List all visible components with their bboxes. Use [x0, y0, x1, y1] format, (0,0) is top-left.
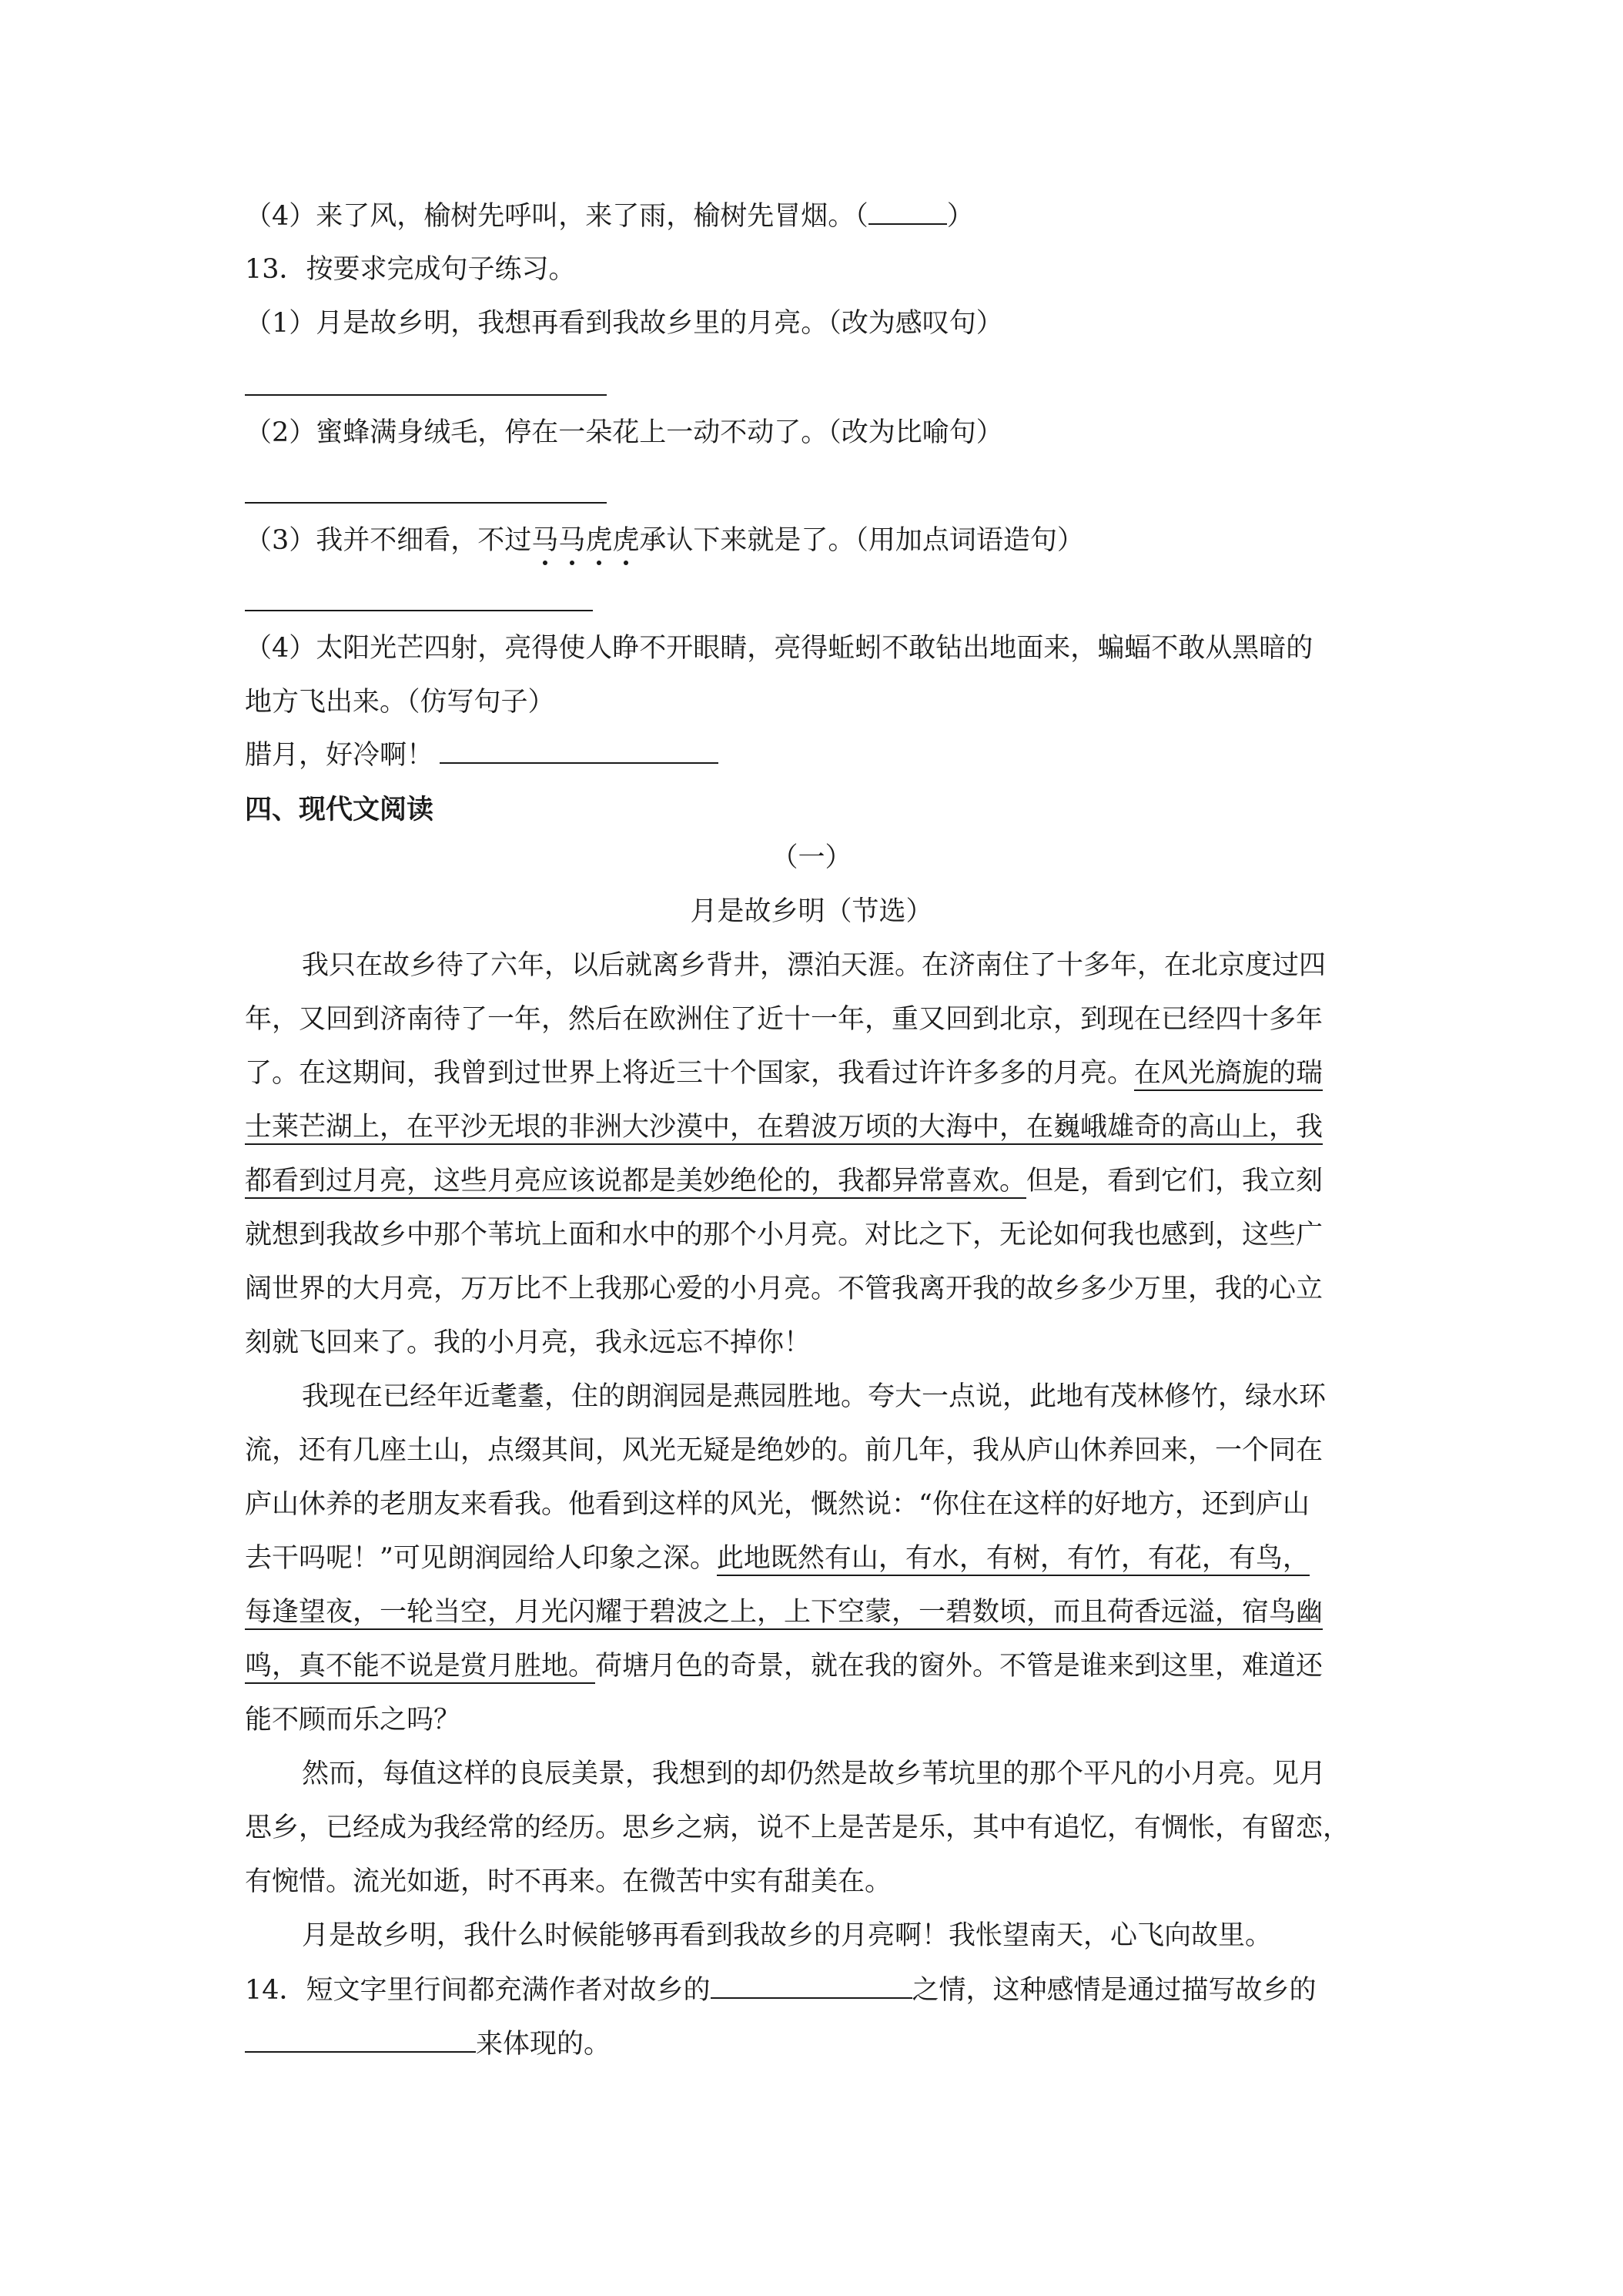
q13-item-4-line-1: （4）太阳光芒四射，亮得使人睁不开眼睛，亮得蚯蚓不敢钻出地面来，蝙蝠不敢从黑暗的: [245, 633, 1313, 664]
q13-item-1: （1）月是故乡明，我想再看到我故乡里的月亮。（改为感叹句）: [245, 308, 1003, 339]
article-line: 年，又回到济南待了一年，然后在欧洲住了近十一年，重又回到北京，到现在已经四十多年: [245, 1004, 1323, 1035]
q13-item-2-answer-line[interactable]: [245, 502, 607, 504]
article-text: 去干吗呢！”可见朗润园给人印象之深。: [245, 1543, 717, 1574]
dotted-char: 马: [531, 525, 559, 556]
underlined-text: 在风光旖旎的瑞: [1134, 1058, 1323, 1091]
article-line: 思乡，已经成为我经常的经历。思乡之病，说不上是苦是乐，其中有追忆，有惆怅，有留恋，: [245, 1812, 1350, 1843]
q14-blank-1[interactable]: [711, 1974, 912, 1999]
q12-item-4-text: （4）来了风，榆树先呼叫，来了雨，榆树先冒烟。（: [245, 201, 868, 232]
article-line: 刻就飞回来了。我的小月亮，我永远忘不掉你！: [245, 1327, 812, 1358]
q14-text-middle: 之情，这种感情是通过描写故乡的: [912, 1975, 1317, 2006]
underlined-text: 都看到过月亮，这些月亮应该说都是美妙绝伦的，我都异常喜欢。: [245, 1166, 1026, 1199]
article-line: 月是故乡明，我什么时候能够再看到我故乡的月亮啊！我怅望南天，心飞向故里。: [302, 1920, 1273, 1951]
q14-blank-2[interactable]: [245, 2028, 476, 2053]
q14-line-2: [245, 2028, 611, 2060]
q13-title: 13．按要求完成句子练习。: [245, 254, 576, 285]
article-line: 庐山休养的老朋友来看我。他看到这样的风光，慨然说：“你住在这样的好地方，还到庐山: [245, 1489, 1310, 1520]
article-line: [245, 1651, 1323, 1682]
q13-item-4-line-2: 地方飞出来。（仿写句子）: [245, 687, 555, 718]
article-line: [245, 1543, 1310, 1574]
article-line: [245, 1166, 1323, 1197]
article-text: 了。在这期间，我曾到过世界上将近三十个国家，我看过许许多多的月亮。: [245, 1058, 1135, 1089]
dotted-char: 虎: [585, 525, 613, 556]
article-line: 能不顾而乐之吗？: [245, 1705, 461, 1735]
article-line: 就想到我故乡中那个苇坑上面和水中的那个小月亮。对比之下，无论如何我也感到，这些广: [245, 1220, 1323, 1250]
q12-item-4-blank[interactable]: [868, 200, 947, 225]
section-heading: 四、现代文阅读: [245, 795, 434, 825]
dotted-char: 虎: [612, 525, 640, 556]
q13-item-2: （2）蜜蜂满身绒毛，停在一朵花上一动不动了。（改为比喻句）: [245, 417, 1003, 448]
article-text: 但是，看到它们，我立刻: [1026, 1166, 1323, 1197]
article-line: 然而，每值这样的良辰美景，我想到的却仍然是故乡苇坑里的那个平凡的小月亮。见月: [302, 1759, 1327, 1789]
underlined-text: 士莱芒湖上，在平沙无垠的非洲大沙漠中，在碧波万顷的大海中，在巍峨雄奇的高山上，我: [245, 1112, 1323, 1145]
article-line: [245, 1597, 1323, 1628]
article-line: 流，还有几座土山，点缀其间，风光无疑是绝妙的。前几年，我从庐山休养回来，一个同在: [245, 1435, 1323, 1466]
article-line: [245, 1112, 1323, 1143]
dotted-char: 马: [558, 525, 586, 556]
q13-item-3-answer-line[interactable]: [245, 610, 593, 611]
underlined-text: 鸣，真不能不说是赏月胜地。: [245, 1651, 595, 1684]
q12-item-4-close: ）: [946, 201, 974, 232]
q14-line-1: [245, 1974, 1317, 2006]
article-line: 我只在故乡待了六年，以后就离乡背井，漂泊天涯。在济南住了十多年，在北京度过四: [302, 950, 1327, 981]
q13-item-4-prompt: 腊月，好冷啊！: [245, 740, 434, 771]
article-line: 阔世界的大月亮，万万比不上我那心爱的小月亮。不管我离开我的故乡多少万里，我的心立: [245, 1274, 1323, 1304]
underlined-text: 此地既然有山，有水，有树，有竹，有花，有鸟，: [717, 1543, 1310, 1576]
q13-item-4-blank[interactable]: [440, 739, 718, 764]
underlined-text: 每逢望夜，一轮当空，月光闪耀于碧波之上，上下空蒙，一碧数顷，而且荷香远溢，宿鸟幽: [245, 1597, 1323, 1630]
q13-item-3: [245, 525, 1084, 556]
q14-text-end: 来体现的。: [476, 2029, 611, 2060]
q13-item-4-line-3: [245, 739, 718, 771]
article-line: 有惋惜。流光如逝，时不再来。在微苦中实有甜美在。: [245, 1866, 892, 1897]
q13-item-1-answer-line[interactable]: [245, 394, 607, 396]
article-line: 我现在已经年近耄耋，住的朗润园是燕园胜地。夸大一点说，此地有茂林修竹，绿水环: [302, 1381, 1327, 1412]
q14-text: 14．短文字里行间都充满作者对故乡的: [245, 1975, 711, 2006]
article-title: 月是故乡明（节选）: [690, 896, 933, 927]
q13-item-3-text: （3）我并不细看，不过: [245, 525, 532, 556]
q13-item-3-suffix: 承认下来就是了。（用加点词语造句）: [639, 525, 1084, 556]
article-text: 荷塘月色的奇景，就在我的窗外。不管是谁来到这里，难道还: [595, 1651, 1323, 1682]
article-line: [245, 1058, 1323, 1089]
part-label: （一）: [771, 842, 852, 873]
q12-item-4: [245, 200, 974, 232]
